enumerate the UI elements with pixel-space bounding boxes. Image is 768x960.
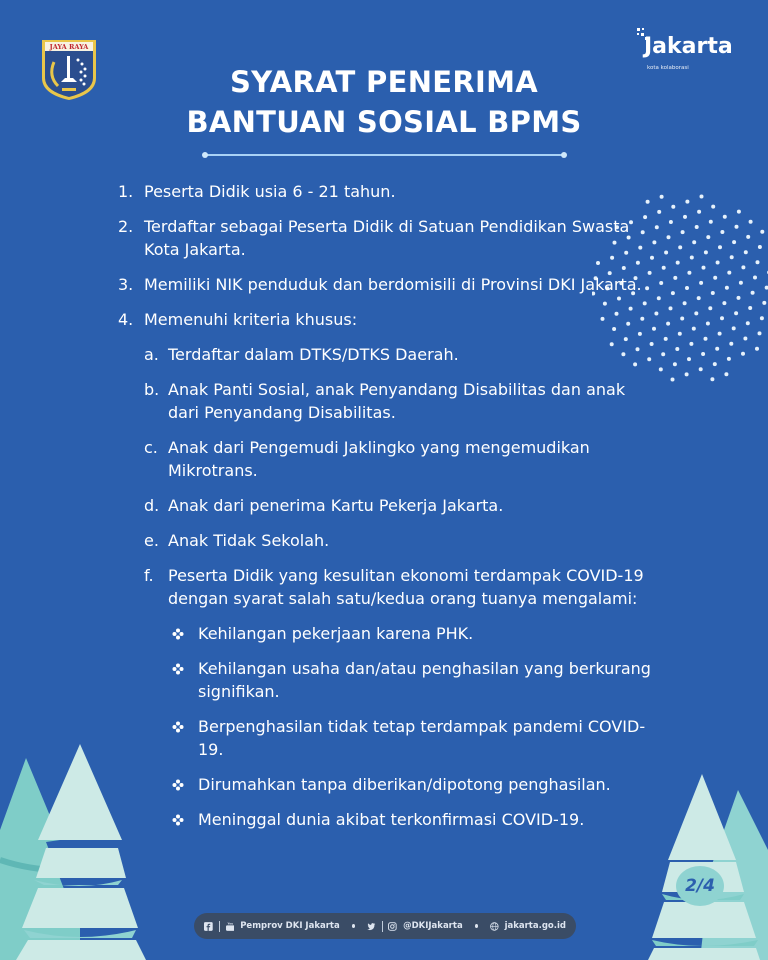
four-dot-bullet-icon bbox=[172, 814, 184, 826]
covid-condition-item bbox=[118, 622, 658, 645]
item-text: Berpenghasilan tidak tetap terdampak pandemi COVID-19. bbox=[198, 717, 646, 759]
four-dot-bullet-icon bbox=[172, 663, 184, 675]
item-text: Peserta Didik usia 6 - 21 tahun. bbox=[144, 182, 396, 201]
item-text: Peserta Didik yang kesulitan ekonomi terdampak COVID-19 dengan syarat salah satu/kedua orang tuanya mengalami: bbox=[168, 566, 644, 608]
item-letter: f. bbox=[144, 566, 154, 585]
covid-condition-item bbox=[118, 773, 658, 796]
requirement-item bbox=[118, 180, 658, 203]
criteria-item bbox=[118, 494, 658, 517]
youtube-icon bbox=[226, 921, 235, 932]
page-title bbox=[0, 62, 768, 142]
brand-tagline: kota kolaborasi bbox=[647, 65, 689, 71]
item-letter: b. bbox=[144, 380, 160, 399]
item-number: 3. bbox=[118, 275, 134, 294]
item-number: 4. bbox=[118, 310, 134, 329]
facebook-icon bbox=[204, 921, 213, 932]
criteria-item bbox=[118, 343, 658, 366]
item-text: Anak dari Pengemudi Jaklingko yang mengemudikan Mikrotrans. bbox=[168, 438, 590, 480]
criteria-item bbox=[118, 436, 658, 482]
globe-icon bbox=[490, 921, 499, 932]
divider bbox=[382, 921, 383, 932]
item-text: Dirumahkan tanpa diberikan/dipotong penghasilan. bbox=[198, 775, 611, 794]
requirement-item bbox=[118, 308, 658, 331]
covid-condition-item bbox=[118, 715, 658, 761]
item-text: Kehilangan usaha dan/atau penghasilan yang berkurang signifikan. bbox=[198, 659, 651, 701]
item-number: 2. bbox=[118, 217, 134, 236]
item-text: Memiliki NIK penduduk dan berdomisili di Provinsi DKI Jakarta. bbox=[144, 275, 642, 294]
item-letter: a. bbox=[144, 345, 159, 364]
separator-dot bbox=[352, 924, 355, 928]
twitter-icon bbox=[367, 921, 376, 932]
social-media-footer bbox=[194, 913, 576, 939]
criteria-item bbox=[118, 564, 658, 610]
svg-text:You: You bbox=[227, 921, 233, 926]
requirements-list bbox=[118, 180, 658, 843]
four-dot-bullet-icon bbox=[172, 628, 184, 640]
title-line-1: SYARAT PENERIMA bbox=[229, 65, 539, 99]
item-number: 1. bbox=[118, 182, 134, 201]
item-text: Anak dari penerima Kartu Pekerja Jakarta. bbox=[168, 496, 504, 515]
svg-text:JAYA RAYA: JAYA RAYA bbox=[49, 43, 89, 51]
item-text: Terdaftar sebagai Peserta Didik di Satuan Pendidikan Swasta Kota Jakarta. bbox=[144, 217, 630, 259]
item-text: Terdaftar dalam DTKS/DTKS Daerah. bbox=[168, 345, 459, 364]
item-text: Meninggal dunia akibat terkonfirmasi COVID-19. bbox=[198, 810, 585, 829]
title-divider bbox=[202, 152, 567, 158]
pine-trees-left-illustration-icon bbox=[0, 730, 170, 960]
item-text: Anak Panti Sosial, anak Penyandang Disabilitas dan anak dari Penyandang Disabilitas. bbox=[168, 380, 626, 422]
requirement-item bbox=[118, 215, 658, 261]
twitter-instagram-handle[interactable]: @DKIJakarta bbox=[403, 921, 463, 931]
item-text: Anak Tidak Sekolah. bbox=[168, 531, 330, 550]
brand-wordmark: Jakarta bbox=[644, 34, 733, 59]
four-dot-bullet-icon bbox=[172, 779, 184, 791]
item-letter: e. bbox=[144, 531, 159, 550]
item-text: Memenuhi kriteria khusus: bbox=[144, 310, 358, 329]
page-indicator: 2/4 bbox=[676, 866, 724, 906]
four-dot-bullet-icon bbox=[172, 721, 184, 733]
separator-dot bbox=[475, 924, 478, 928]
instagram-icon bbox=[388, 921, 397, 932]
criteria-item bbox=[118, 378, 658, 424]
facebook-youtube-handle[interactable]: Pemprov DKI Jakarta bbox=[240, 921, 340, 931]
website-link[interactable]: jakarta.go.id bbox=[504, 921, 566, 931]
item-letter: d. bbox=[144, 496, 160, 515]
covid-condition-item bbox=[118, 657, 658, 703]
title-line-2: BANTUAN SOSIAL BPMS bbox=[186, 105, 582, 139]
covid-condition-item bbox=[118, 808, 658, 831]
item-letter: c. bbox=[144, 438, 158, 457]
pine-trees-right-illustration-icon bbox=[640, 770, 768, 960]
requirement-item bbox=[118, 273, 658, 296]
divider bbox=[219, 921, 220, 932]
item-text: Kehilangan pekerjaan karena PHK. bbox=[198, 624, 474, 643]
criteria-item bbox=[118, 529, 658, 552]
